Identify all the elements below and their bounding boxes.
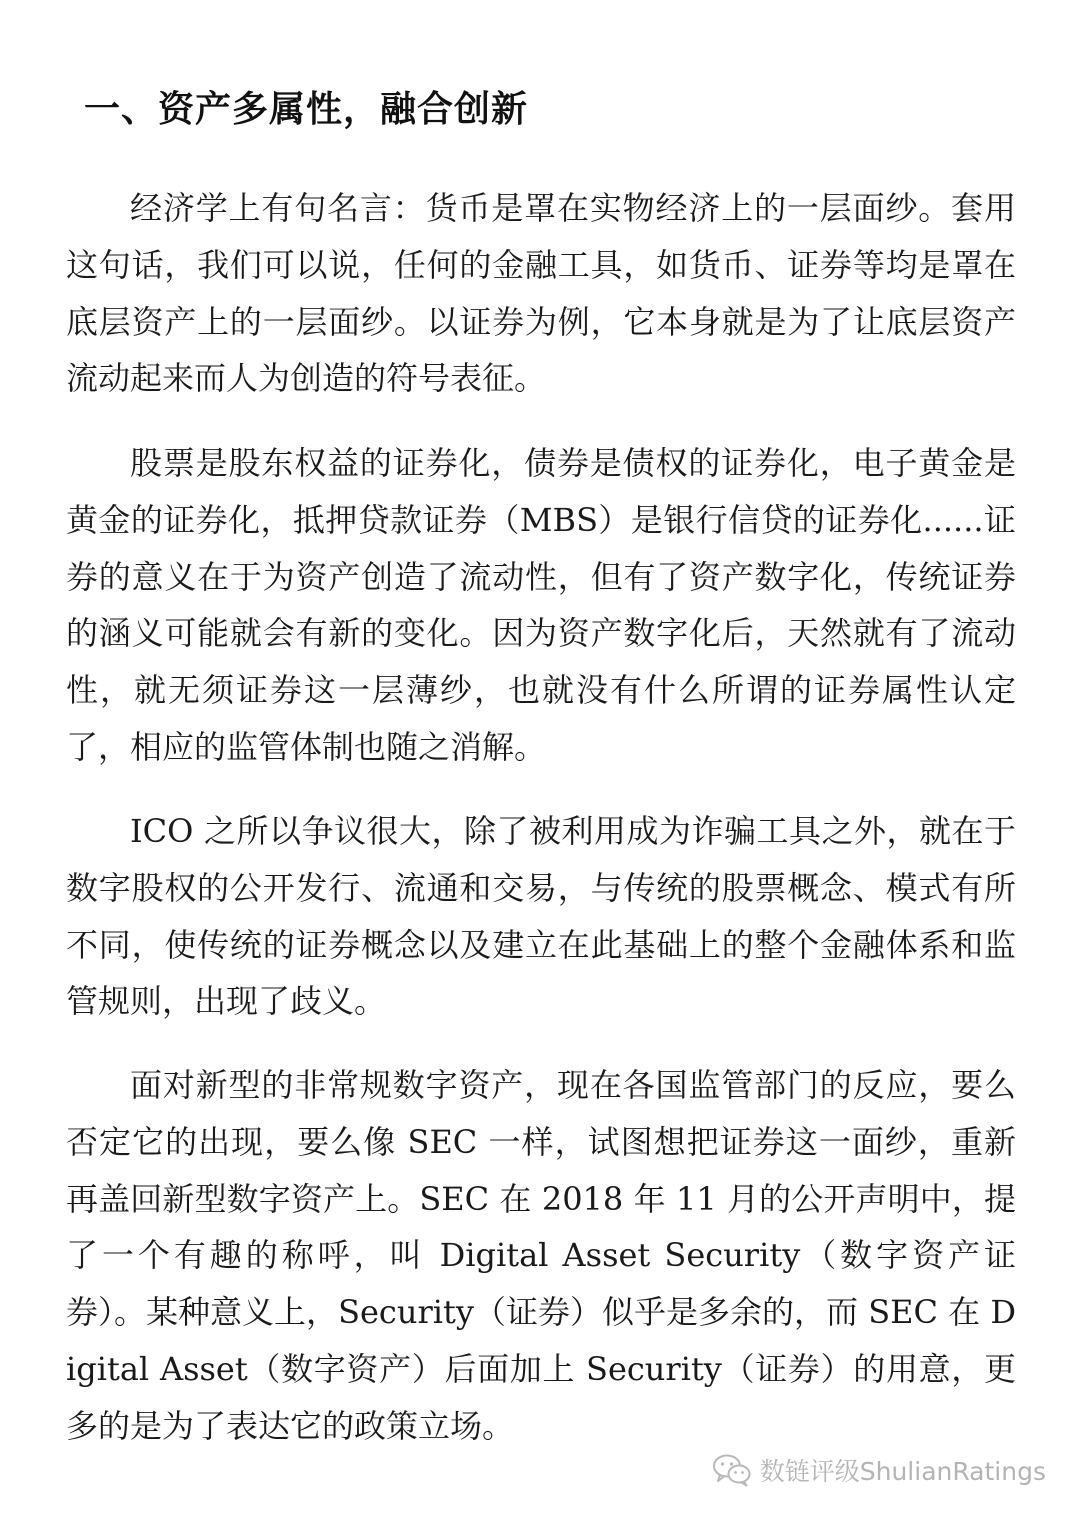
paragraph-veil-metaphor: 经济学上有句名言：货币是罩在实物经济上的一层面纱。套用这句话，我们可以说，任何的金融工具，如货币、证券等均是罩在底层资产上的一层面纱。以证券为例，它本身就是为了让底层资产流动起来而人为创造的符号表征。 xyxy=(66,189,1016,398)
section-heading: 一、资产多属性，融合创新 xyxy=(84,89,529,130)
paragraph-securitization: 股票是股东权益的证券化，债券是债权的证券化，电子黄金是黄金的证券化，抵押贷款证券（MBS）是银行信贷的证券化......证券的意义在于为资产创造了流动性，但有了资产数字化，传统证券的涵义可能就会有新的变化。因为资产数字化后，天然就有了流动性，就无须证券这一层薄纱，也就没有什么所谓的证券属性认定了，相应的监管体制也随之消解。 xyxy=(66,444,1016,766)
paragraph-sec-statement: 面对新型的非常规数字资产，现在各国监管部门的反应，要么否定它的出现，要么像 SEC 一样，试图想把证券这一面纱，重新再盖回新型数字资产上。SEC 在 2018 年 11 月的公开声明中，提了一个有趣的称呼，叫 Digital Asset Security（数字资产证券）。某种意义上，Security（证券）似乎是多余的，而 SEC 在 Digital Asset（数字资产）后面加上 Security（证券）的用意，更多的是为了表达它的政策立场。 xyxy=(66,1066,1016,1445)
wechat-icon xyxy=(712,1453,752,1487)
watermark xyxy=(712,1452,1046,1488)
watermark-text: 数链评级ShulianRatings xyxy=(759,1457,1046,1486)
paragraph-ico-controversy: ICO 之所以争议很大，除了被利用成为诈骗工具之外，就在于数字股权的公开发行、流通和交易，与传统的股票概念、模式有所不同，使传统的证券概念以及建立在此基础上的整个金融体系和监管规则，出现了歧义。 xyxy=(66,812,1016,1021)
